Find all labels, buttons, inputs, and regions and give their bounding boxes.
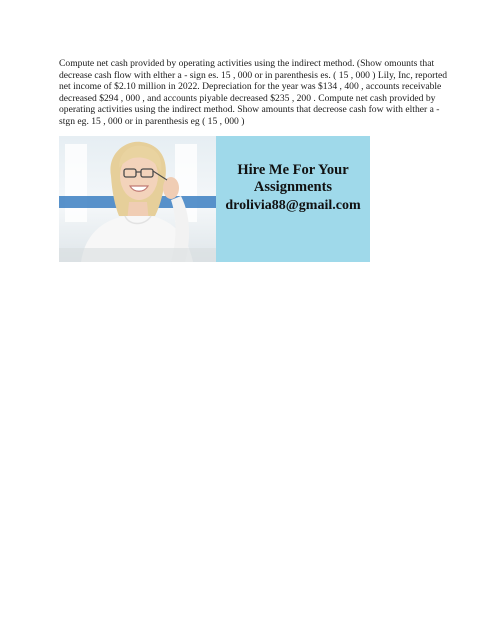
woman-photo [59,136,216,262]
contact-email: drolivia88@gmail.com [225,198,361,213]
promo-text-block [219,162,367,214]
smiling-woman-illustration [59,136,216,262]
promo-headline-line-1: Hire Me For Your [237,162,349,178]
question-text-block [59,58,451,128]
question-paragraph: Compute net cash provided by operating activities using the indirect method. (Show omounts that decrease cash flow with elther a - sign es. 15 , 000 or in parenthesis es. ( 15 , 000 ) Lily, Inc, reported net income of $2.10 million in 2022. Depreciation for the year was $134 , 400 , accounts receivable decreased $294 , 000 , and accounts piyable decreased $235 , 200 . Compute net cash provided by operating activities using the indirect method. Show amounts that decreose cash fow with elther a - stgn eg. 15 , 000 or in parenthesis eg ( 15 , 000 ) [59,58,448,127]
promo-headline-line-2: Assignments [253,178,333,195]
ad-banner [59,136,370,262]
